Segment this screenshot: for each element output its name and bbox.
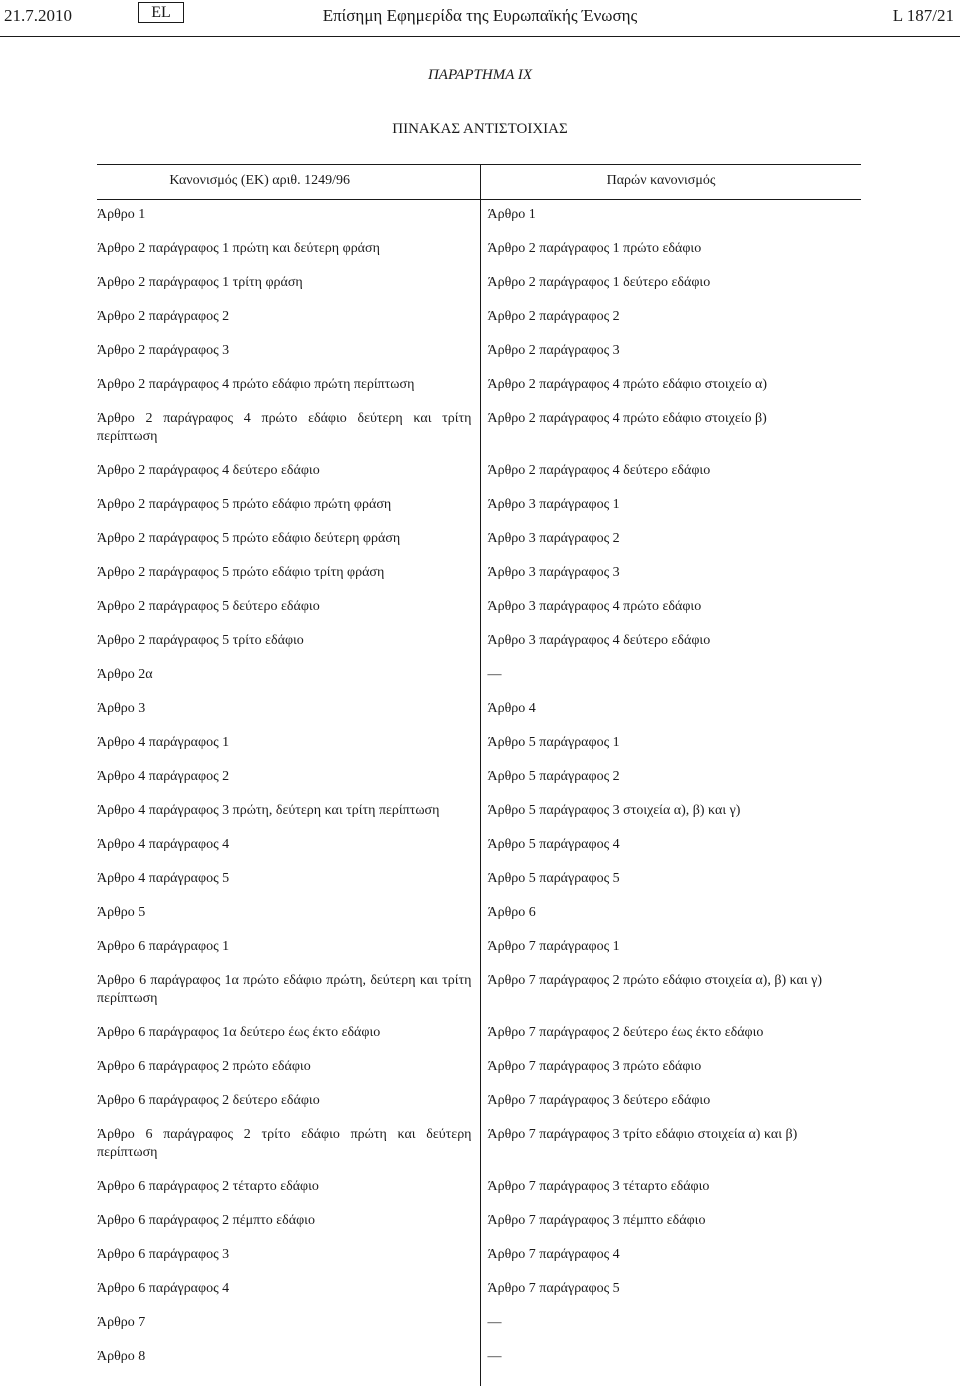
new-regulation-cell: Άρθρο 2 παράγραφος 1 δεύτερο εδάφιο [487, 275, 711, 290]
column-header-left [97, 164, 480, 200]
table-row [97, 666, 867, 684]
old-regulation-cell: Άρθρο 2 παράγραφος 5 πρώτο εδάφιο δεύτερη φράση [97, 531, 401, 546]
table-row [97, 462, 867, 480]
old-regulation-cell: Άρθρο 6 παράγραφος 2 δεύτερο εδάφιο [97, 1093, 320, 1108]
old-regulation-cell: Άρθρο 2 παράγραφος 5 τρίτο εδάφιο [97, 633, 304, 648]
old-regulation-cell: Άρθρο 2 παράγραφος 4 πρώτο εδάφιο δεύτερη και τρίτη περίπτωση [97, 411, 472, 444]
table-row [97, 1126, 867, 1162]
table-row [97, 1212, 867, 1230]
new-regulation-cell: — [487, 667, 502, 682]
new-regulation-cell: Άρθρο 7 παράγραφος 3 πέμπτο εδάφιο [487, 1213, 706, 1228]
old-regulation-cell: Άρθρο 4 παράγραφος 3 πρώτη, δεύτερη και τρίτη περίπτωση [97, 803, 440, 818]
journal-title: Επίσημη Εφημερίδα της Ευρωπαϊκής Ένωσης [322, 6, 638, 25]
table-row [97, 632, 867, 650]
old-regulation-cell: Άρθρο 6 παράγραφος 4 [97, 1281, 230, 1296]
table-row [97, 904, 867, 922]
new-regulation-cell: Άρθρο 2 παράγραφος 4 πρώτο εδάφιο στοιχείο β) [487, 411, 767, 426]
table-row [97, 206, 867, 224]
table-row [97, 870, 867, 888]
table-row [97, 700, 867, 718]
old-regulation-cell: Άρθρο 2 παράγραφος 5 δεύτερο εδάφιο [97, 599, 320, 614]
new-regulation-cell: Άρθρο 7 παράγραφος 3 τρίτο εδάφιο στοιχεία α) και β) [487, 1127, 798, 1142]
table-row [97, 342, 867, 360]
new-regulation-cell: Άρθρο 7 παράγραφος 3 πρώτο εδάφιο [487, 1059, 702, 1074]
table-row [97, 598, 867, 616]
old-regulation-cell: Άρθρο 6 παράγραφος 1α δεύτερο έως έκτο εδάφιο [97, 1025, 381, 1040]
table-row [97, 1280, 867, 1298]
old-regulation-cell: Άρθρο 5 [97, 905, 146, 920]
new-regulation-cell: Άρθρο 5 παράγραφος 3 στοιχεία α), β) και γ) [487, 803, 741, 818]
old-regulation-cell: Άρθρο 2 παράγραφος 4 πρώτο εδάφιο πρώτη περίπτωση [97, 377, 415, 392]
new-regulation-cell: Άρθρο 4 [487, 701, 536, 716]
new-regulation-cell: Άρθρο 3 παράγραφος 4 πρώτο εδάφιο [487, 599, 702, 614]
publication-date: 21.7.2010 [4, 6, 72, 25]
new-regulation-cell: Άρθρο 5 παράγραφος 4 [487, 837, 620, 852]
old-regulation-cell: Άρθρο 6 παράγραφος 1 [97, 939, 230, 954]
old-regulation-cell: Άρθρο 6 παράγραφος 1α πρώτο εδάφιο πρώτη, δεύτερη και τρίτη περίπτωση [97, 973, 472, 1006]
new-regulation-cell: — [487, 1349, 502, 1364]
table-row [97, 308, 867, 326]
table-row [97, 240, 867, 258]
new-regulation-cell: Άρθρο 7 παράγραφος 3 τέταρτο εδάφιο [487, 1179, 710, 1194]
table-row [97, 1092, 867, 1110]
old-regulation-cell: Άρθρο 2 παράγραφος 1 πρώτη και δεύτερη φράση [97, 241, 380, 256]
table-row [97, 1024, 867, 1042]
new-regulation-cell: Άρθρο 7 παράγραφος 2 πρώτο εδάφιο στοιχεία α), β) και γ) [487, 973, 822, 988]
new-regulation-cell: Άρθρο 6 [487, 905, 536, 920]
table-row [97, 1314, 867, 1332]
table-row [97, 1058, 867, 1076]
table-row [97, 376, 867, 394]
table-row [97, 802, 867, 820]
table-title: ΠΙΝΑΚΑΣ ΑΝΤΙΣΤΟΙΧΙΑΣ [392, 121, 568, 137]
new-regulation-cell: Άρθρο 5 παράγραφος 2 [487, 769, 620, 784]
old-regulation-cell: Άρθρο 3 [97, 701, 146, 716]
new-regulation-cell: Άρθρο 7 παράγραφος 5 [487, 1281, 620, 1296]
old-regulation-cell: Άρθρο 4 παράγραφος 5 [97, 871, 230, 886]
old-regulation-cell: Άρθρο 1 [97, 207, 146, 222]
old-regulation-cell: Άρθρο 6 παράγραφος 2 τρίτο εδάφιο πρώτη και δεύτερη περίπτωση [97, 1127, 472, 1160]
new-regulation-cell: Άρθρο 3 παράγραφος 4 δεύτερο εδάφιο [487, 633, 711, 648]
new-regulation-cell: Άρθρο 2 παράγραφος 4 δεύτερο εδάφιο [487, 463, 711, 478]
header-rule [0, 36, 960, 37]
column-header-left-label: Κανονισμός (ΕΚ) αριθ. 1249/96 [169, 173, 350, 188]
old-regulation-cell: Άρθρο 6 παράγραφος 2 τέταρτο εδάφιο [97, 1179, 319, 1194]
new-regulation-cell: Άρθρο 2 παράγραφος 3 [487, 343, 620, 358]
table-row [97, 410, 867, 446]
column-header-right [481, 164, 861, 200]
table-row [97, 1348, 867, 1366]
table-row [97, 972, 867, 1008]
old-regulation-cell: Άρθρο 2 παράγραφος 3 [97, 343, 230, 358]
old-regulation-cell: Άρθρο 4 παράγραφος 2 [97, 769, 230, 784]
old-regulation-cell: Άρθρο 2 παράγραφος 5 πρώτο εδάφιο τρίτη φράση [97, 565, 385, 580]
language-badge: EL [138, 2, 184, 23]
new-regulation-cell: Άρθρο 5 παράγραφος 1 [487, 735, 620, 750]
old-regulation-cell: Άρθρο 2α [97, 667, 153, 682]
old-regulation-cell: Άρθρο 6 παράγραφος 3 [97, 1247, 230, 1262]
table-row [97, 768, 867, 786]
old-regulation-cell: Άρθρο 6 παράγραφος 2 πρώτο εδάφιο [97, 1059, 311, 1074]
old-regulation-cell: Άρθρο 2 παράγραφος 4 δεύτερο εδάφιο [97, 463, 320, 478]
new-regulation-cell: Άρθρο 3 παράγραφος 1 [487, 497, 620, 512]
table-row [97, 274, 867, 292]
page-number: L 187/21 [892, 6, 954, 25]
old-regulation-cell: Άρθρο 7 [97, 1315, 146, 1330]
new-regulation-cell: Άρθρο 2 παράγραφος 2 [487, 309, 620, 324]
page-header [0, 0, 960, 38]
new-regulation-cell: Άρθρο 7 παράγραφος 1 [487, 939, 620, 954]
old-regulation-cell: Άρθρο 2 παράγραφος 5 πρώτο εδάφιο πρώτη φράση [97, 497, 392, 512]
column-header-right-label: Παρών κανονισμός [606, 173, 716, 188]
table-row [97, 836, 867, 854]
new-regulation-cell: — [487, 1315, 502, 1330]
table-row [97, 938, 867, 956]
new-regulation-cell: Άρθρο 3 παράγραφος 3 [487, 565, 620, 580]
old-regulation-cell: Άρθρο 2 παράγραφος 1 τρίτη φράση [97, 275, 303, 290]
new-regulation-cell: Άρθρο 7 παράγραφος 4 [487, 1247, 620, 1262]
old-regulation-cell: Άρθρο 2 παράγραφος 2 [97, 309, 230, 324]
new-regulation-cell: Άρθρο 3 παράγραφος 2 [487, 531, 620, 546]
table-row [97, 1246, 867, 1264]
new-regulation-cell: Άρθρο 7 παράγραφος 2 δεύτερο έως έκτο εδάφιο [487, 1025, 764, 1040]
new-regulation-cell: Άρθρο 7 παράγραφος 3 δεύτερο εδάφιο [487, 1093, 711, 1108]
table-row [97, 1178, 867, 1196]
old-regulation-cell: Άρθρο 4 παράγραφος 4 [97, 837, 230, 852]
correlation-table [97, 206, 867, 1382]
new-regulation-cell: Άρθρο 2 παράγραφος 1 πρώτο εδάφιο [487, 241, 702, 256]
old-regulation-cell: Άρθρο 4 παράγραφος 1 [97, 735, 230, 750]
table-row [97, 496, 867, 514]
old-regulation-cell: Άρθρο 8 [97, 1349, 146, 1364]
table-row [97, 564, 867, 582]
new-regulation-cell: Άρθρο 5 παράγραφος 5 [487, 871, 620, 886]
annex-title: ΠΑΡΑΡΤΗΜΑ IX [427, 67, 533, 83]
new-regulation-cell: Άρθρο 2 παράγραφος 4 πρώτο εδάφιο στοιχείο α) [487, 377, 767, 392]
table-row [97, 734, 867, 752]
table-row [97, 530, 867, 548]
new-regulation-cell: Άρθρο 1 [487, 207, 536, 222]
old-regulation-cell: Άρθρο 6 παράγραφος 2 πέμπτο εδάφιο [97, 1213, 315, 1228]
